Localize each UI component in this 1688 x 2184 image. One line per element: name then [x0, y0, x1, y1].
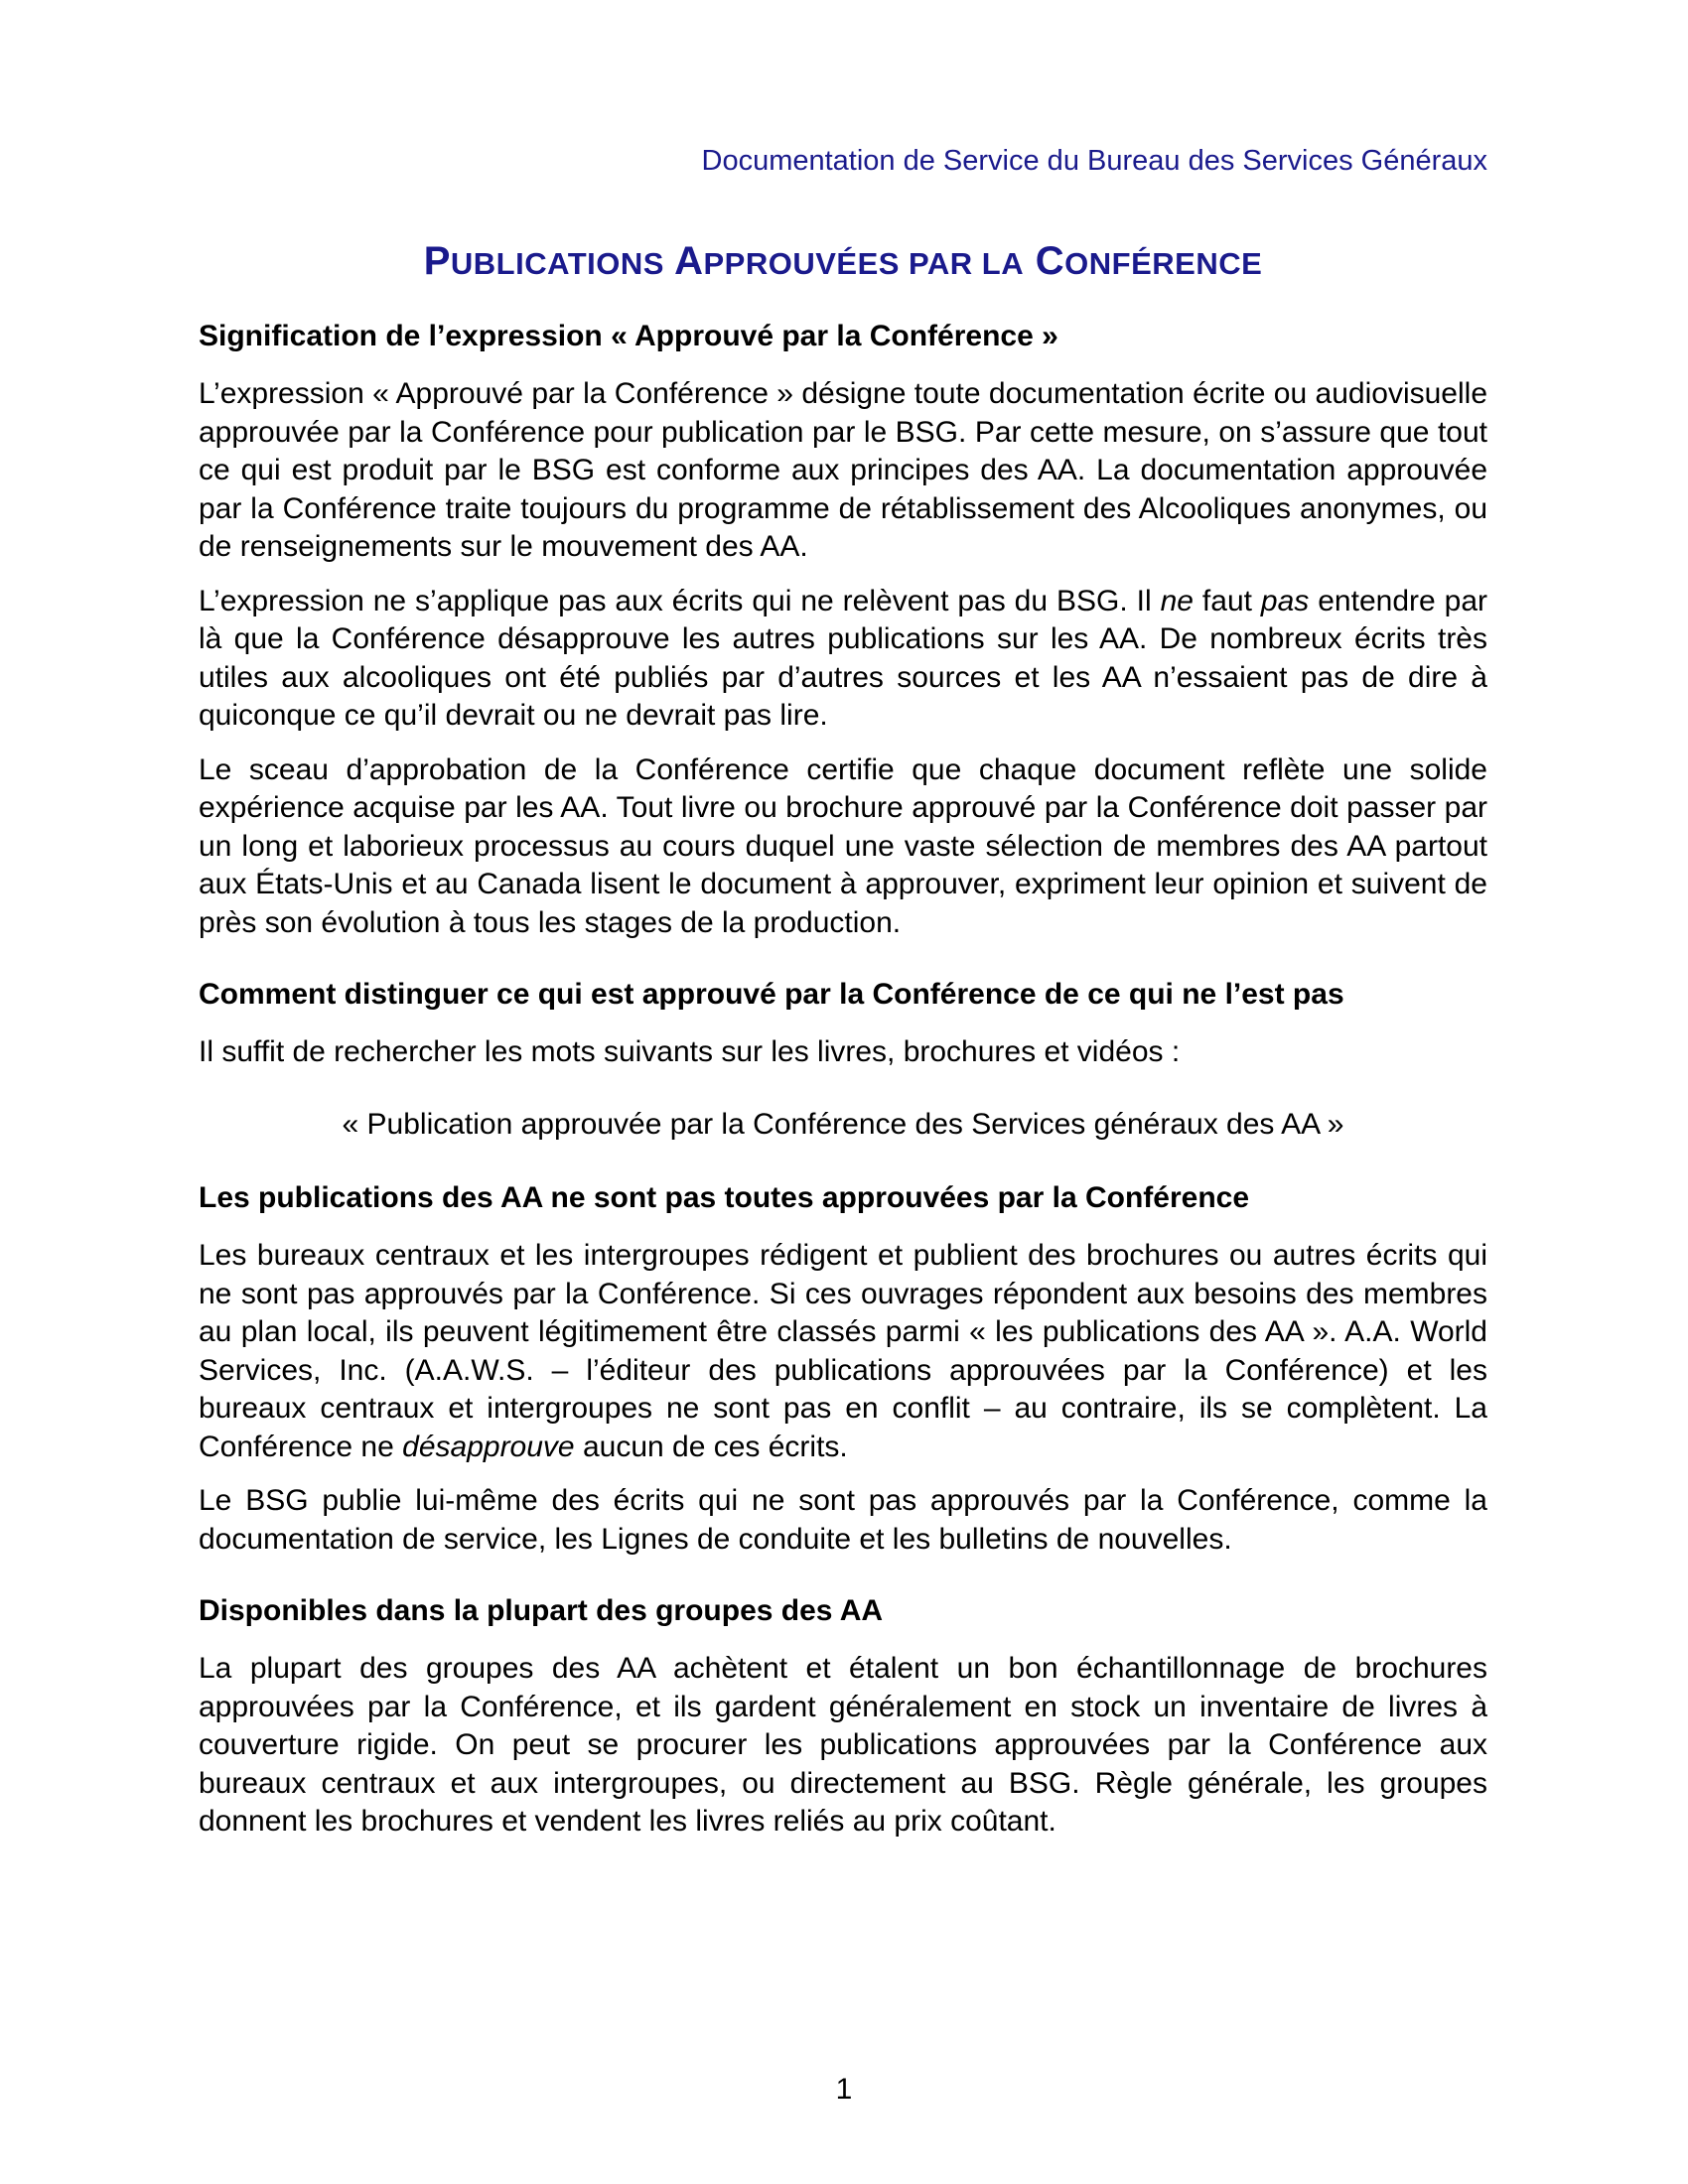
emphasis: désapprouve [402, 1430, 575, 1463]
paragraph: L’expression « Approuvé par la Conférence » désigne toute documentation écrite ou audiovisuelle approuvée par la Conférence pour publication par le BSG. Par cette mesure, on s’assure que tout ce qui est produit par le BSG est conforme aux principes des AA. La documentation approuvée par la Conférence traite toujours du programme de rétablissement des Alcooliques anonymes, ou de renseignements sur le mouvement des AA. [199, 377, 1487, 563]
paragraph: Les bureaux centraux et les intergroupes rédigent et publient des brochures ou autres écrits qui ne sont pas approuvés par la Conférence. Si ces ouvrages répondent aux besoins des membres au plan local, ils peuvent légitimement être classés parmi « les publications des AA ». A.A. World Services, Inc. (A.A.W.S. – l’éditeur des publications approuvées par la Conférence) et les bureaux centraux et intergroupes ne sont pas en conflit – au contraire, ils se complètent. La Conférence ne désapprouve aucun de ces écrits. [199, 1239, 1487, 1463]
emphasis: ne [1160, 584, 1194, 617]
paragraph: L’expression ne s’applique pas aux écrits qui ne relèvent pas du BSG. Il ne faut pas entendre par là que la Conférence désapprouve les autres publications sur les AA. De nombreux écrits très utiles aux alcooliques ont été publiés par d’autres sources et les AA n’essaient pas de dire à quiconque ce qu’il devrait ou ne devrait pas lire. [199, 584, 1487, 732]
section-heading: Signification de l’expression « Approuvé par la Conférence » [199, 320, 1058, 352]
title-cap-2: A [674, 239, 704, 283]
title-rest-1: UBLICATIONS [450, 246, 664, 281]
quoted-label: « Publication approuvée par la Conférence des Services généraux des AA » [342, 1107, 1344, 1141]
title-cap-3: C [1035, 239, 1065, 283]
section-how-to-distinguish [199, 976, 1487, 1144]
title-rest-3: ONFÉRENCE [1064, 246, 1263, 281]
section-not-all-approved [199, 1179, 1487, 1559]
section-heading: Comment distinguer ce qui est approuvé par la Conférence de ce qui ne l’est pas [199, 978, 1344, 1011]
paragraph: Le sceau d’approbation de la Conférence certifie que chaque document reflète une solide expérience acquise par les AA. Tout livre ou brochure approuvé par la Conférence doit passer par un long et laborieux processus au cours duquel une vaste sélection de membres des AA partout aux États-Unis et au Canada lisent le document à approuver, expriment leur opinion et suivent de près son évolution à tous les stages de la production. [199, 752, 1487, 939]
section-heading: Les publications des AA ne sont pas toutes approuvées par la Conférence [199, 1181, 1250, 1214]
paragraph: Il suffit de rechercher les mots suivants sur les livres, brochures et vidéos : [199, 1035, 1181, 1068]
section-availability [199, 1592, 1487, 1842]
emphasis: pas [1260, 584, 1310, 617]
page-title [199, 239, 1487, 284]
page-number: 1 [835, 2073, 853, 2106]
paragraph: Le BSG publie lui-même des écrits qui ne sont pas approuvés par la Conférence, comme la documentation de service, les Lignes de conduite et les bulletins de nouvelles. [199, 1484, 1487, 1556]
section-heading: Disponibles dans la plupart des groupes des AA [199, 1594, 884, 1627]
title-rest-2: PPROUVÉES PAR LA [703, 246, 1025, 281]
title-cap-1: P [423, 239, 451, 283]
paragraph: La plupart des groupes des AA achètent et étalent un bon échantillonnage de brochures approuvées par la Conférence, et ils gardent généralement en stock un inventaire de livres à couverture rigide. On peut se procurer les publications approuvées par la Conférence aux bureaux centraux et aux intergroupes, ou directement au BSG. Règle générale, les groupes donnent les brochures et vendent les livres reliés au prix coûtant. [199, 1652, 1487, 1838]
section-definition [199, 318, 1487, 942]
running-header: Documentation de Service du Bureau des Services Généraux [701, 145, 1487, 177]
